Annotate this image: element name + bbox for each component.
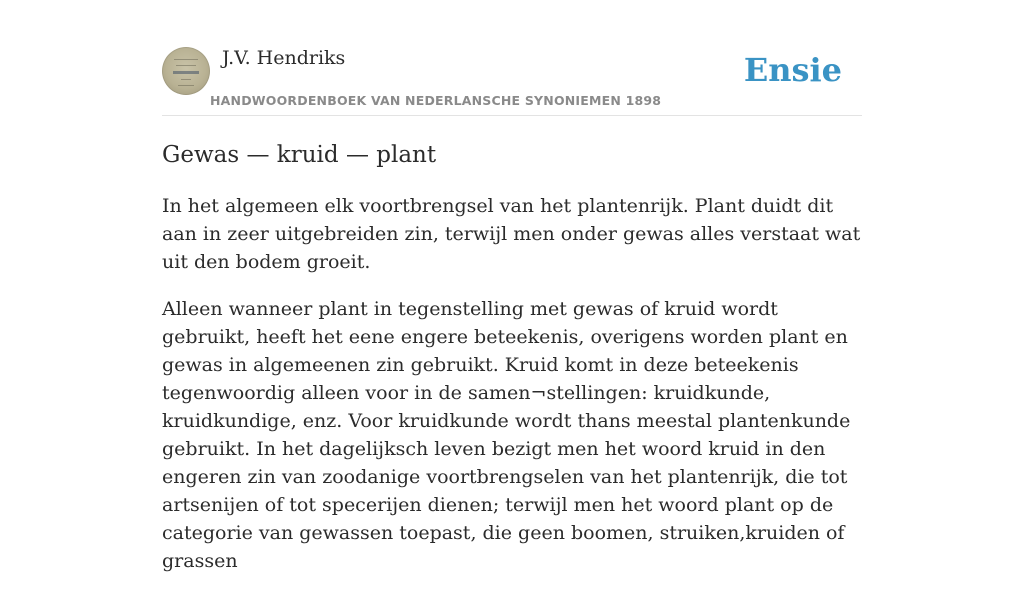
cover-text-line <box>174 59 198 60</box>
author-name[interactable]: J.V. Hendriks <box>222 47 346 69</box>
cover-title-line <box>173 71 199 74</box>
article-paragraph: Alleen wanneer plant in tegenstelling met gewas of kruid wordt gebruikt, heeft het eene engere beteekenis, overigens worden plant en gewas in algemeenen zin gebruikt. Kruid komt in deze beteekenis tegenwoordig alleen voor in de samen¬stellingen: kruidkunde, kruidkundige, enz. Voor kruidkunde wordt thans meestal plantenkunde gebruikt. In het dagelijksch leven bezigt men het woord kruid in den engeren zin van zoodanige voortbrengselen van het plantenrijk, die tot artsenijen of tot specerijen dienen; terwijl men het woord plant op de categorie van gewassen toepast, die geen boomen, struiken,kruiden of grassen <box>162 298 851 572</box>
article-title: Gewas — kruid — plant <box>162 142 437 168</box>
article-body <box>162 192 862 594</box>
article-page <box>162 0 862 572</box>
article-header <box>162 0 862 116</box>
book-cover-avatar[interactable] <box>162 47 210 95</box>
cover-text-line <box>178 85 194 86</box>
article-paragraph: In het algemeen elk voortbrengsel van het plantenrijk. Plant duidt dit aan in zeer uitgebreiden zin, terwijl men onder gewas alles verstaat wat uit den bodem groeit. <box>162 195 861 273</box>
ensie-logo[interactable]: Ensie <box>743 51 842 89</box>
source-title[interactable]: HANDWOORDENBOEK VAN NEDERLANSCHE SYNONIEMEN 1898 <box>210 93 662 108</box>
cover-text-line <box>181 79 191 80</box>
cover-text-line <box>176 65 196 66</box>
